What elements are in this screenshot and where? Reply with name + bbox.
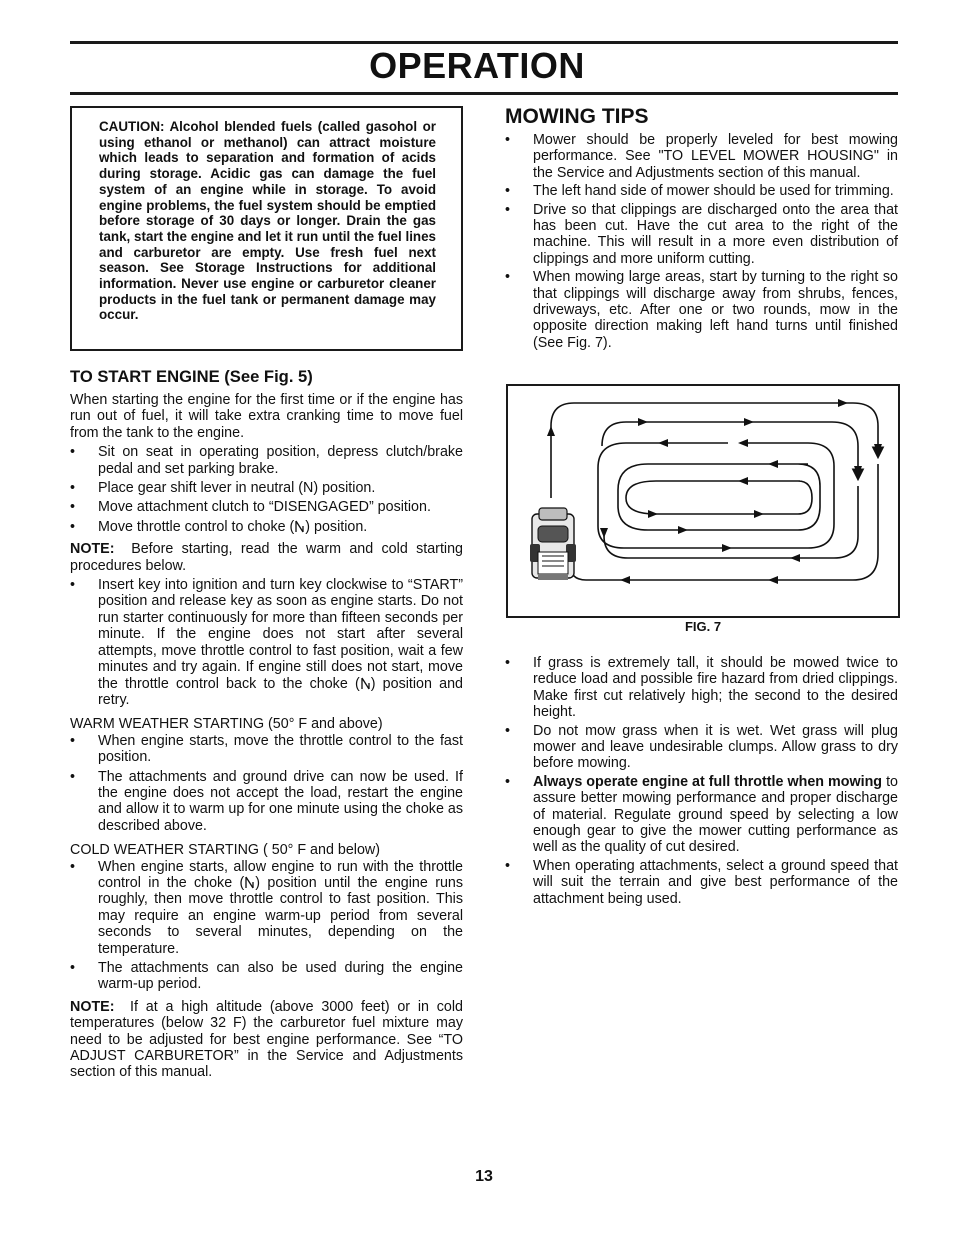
list-item: • The attachments can also be used during the engine warm-up period. — [70, 960, 463, 993]
mowing-tips-heading: MOWING TIPS — [505, 105, 649, 128]
choke-icon — [244, 876, 255, 889]
note-paragraph: NOTE: Before starting, read the warm and cold starting procedures below. — [70, 541, 463, 574]
list-item: • Sit on seat in operating position, depress clutch/brake pedal and set parking brake. — [70, 444, 463, 477]
page-title: OPERATION — [369, 45, 585, 86]
list-item: • The left hand side of mower should be used for trimming. — [505, 183, 894, 200]
cold-weather-heading: COLD WEATHER STARTING ( 50° F and below) — [70, 842, 380, 859]
list-item: • When engine starts, allow engine to run with the throttle control in the choke ( ) position until the engine runs roughly, then move throttle control to fast position. This may require an engine warm-up period from several seconds to several minutes, depending on the temperature. — [70, 858, 464, 957]
caution-box — [70, 106, 463, 351]
page-number: 13 — [475, 1168, 493, 1185]
mowing-pattern-diagram — [508, 386, 898, 616]
warm-weather-heading: WARM WEATHER STARTING (50° F and above) — [70, 716, 383, 733]
list-item: • Insert key into ignition and turn key clockwise to “START” position and release key as soon as engine starts. Do not run starter continuously for more than fifteen seconds per minute. If the engine does not start after several attempts, move throttle control to fast position, wait a few minutes and try again. If engine still does not start, move the throttle control back to the choke ( ) position and retry. — [70, 577, 463, 708]
caution-text: CAUTION: Alcohol blended fuels (called gasohol or using ethanol or methanol) can attract moisture which leads to separation and formation of acids during storage. Acidic gas can damage the fuel system of an engine while in storage. To avoid engine problems, the fuel system should be emptied before storage of 30 days or longer. Drain the gas tank, start the engine and let it run until the fuel lines and carburetor are empty. Use fresh fuel next season. See Storage Instructions for additional information. Never use engine or carburetor cleaner products in the fuel tank or permanent damage may occur. — [99, 119, 436, 323]
list-item: • When engine starts, move the throttle control to the fast position. — [70, 732, 463, 766]
start-engine-section — [70, 367, 463, 1081]
mowing-path — [551, 403, 878, 580]
list-item: • Always operate engine at full throttle when mowing to assure better mowing performance and proper discharge of material. Regulate ground speed by selecting a low enough gear to give the mower cutting performance as well as the quality of cut desired. — [505, 773, 898, 856]
choke-icon — [294, 520, 305, 533]
list-item: • When mowing large areas, start by turning to the right so that clippings will discharge away from shrubs, fences, driveways, etc. After one or two rounds, mow in the opposite direction making left hand turns until finished (See Fig. 7). — [505, 269, 898, 351]
list-item: • Move throttle control to choke ( ) position. — [70, 518, 368, 535]
list-item: • The attachments and ground drive can now be used. If the engine does not accept the load, restart the engine and allow it to warm up for one minute using the choke as described above. — [70, 768, 463, 834]
list-item: • Place gear shift lever in neutral (N) position. — [70, 480, 376, 497]
mowing-tips-continued — [505, 655, 898, 907]
list-item: • When operating attachments, select a ground speed that will suit the terrain and give best performance of the attachment being used. — [505, 857, 898, 907]
title-rule — [70, 92, 898, 95]
mowing-tips-section — [505, 104, 898, 351]
start-engine-intro: When starting the engine for the first time or if the engine has run out of fuel, it will take extra cranking time to move fuel from the tank to the engine. — [70, 392, 463, 441]
list-item: • Mower should be properly leveled for best mowing performance. See "TO LEVEL MOWER HOUSING" in the Service and Adjustments section of this manual. — [505, 132, 898, 181]
figure-caption: FIG. 7 — [684, 619, 722, 634]
choke-icon — [360, 677, 371, 690]
mower-icon — [530, 508, 576, 580]
mowing-pattern-figure — [506, 384, 900, 618]
list-item: • Drive so that clippings are discharged onto the area that has been cut. Have the cut area to the right of the machine. This will result in a more even distribution of clippings and more uniform cutting. — [505, 201, 898, 267]
list-item: • Move attachment clutch to “DISENGAGED” position. — [70, 499, 431, 516]
note-paragraph: NOTE: If at a high altitude (above 3000 feet) or in cold temperatures (below 32 F) the carburetor fuel mixture may need to be adjusted for best engine performance. See “TO ADJUST CARBURETOR” in the Service and Adjustments section of this manual. — [70, 998, 463, 1081]
list-item: • If grass is extremely tall, it should be mowed twice to reduce load and possible fire hazard from dried clippings. Make first cut relatively high; the second to the desired height. — [505, 655, 898, 721]
start-engine-heading: TO START ENGINE (See Fig. 5) — [70, 367, 313, 386]
list-item: • Do not mow grass when it is wet. Wet grass will plug mower and leave undesirable clumps. Allow grass to dry before mowing. — [505, 722, 898, 772]
